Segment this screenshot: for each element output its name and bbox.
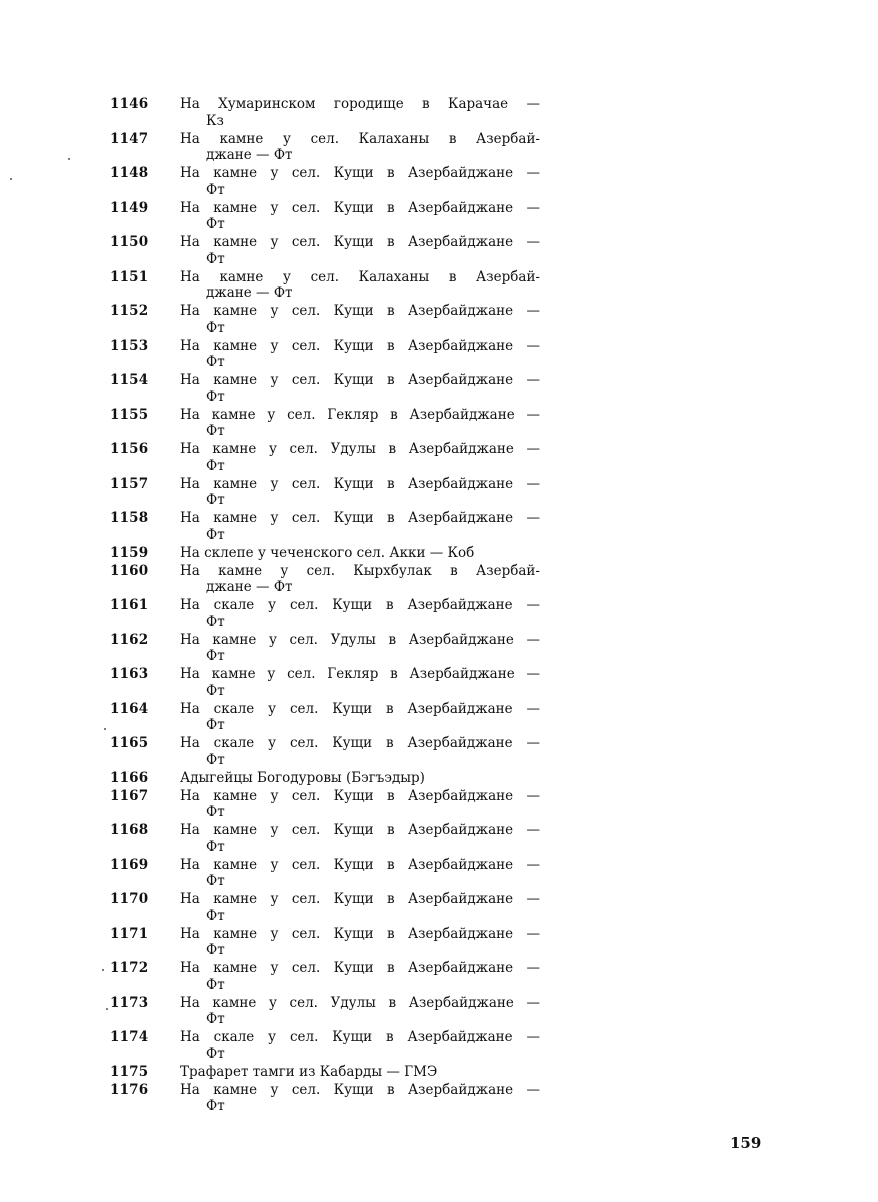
entry-number: 1157 (110, 475, 149, 492)
catalog-entry (110, 666, 540, 699)
catalog-entry (110, 701, 540, 734)
entry-line-1: На скале у сел. Кущи в Азербайджане — (180, 700, 540, 717)
entry-number: 1165 (110, 735, 149, 751)
entry-line-1: На камне у сел. Кущи в Азербайджане — (180, 372, 540, 388)
entry-number: 1163 (110, 666, 149, 682)
entry-line-2: Фт (206, 942, 225, 958)
entry-number: 1166 (110, 769, 149, 786)
scan-speck (68, 158, 70, 160)
entry-description (180, 770, 540, 787)
catalog-entry (110, 822, 540, 855)
entry-description (180, 1029, 540, 1062)
entry-number: 1158 (110, 510, 149, 526)
entry-number: 1169 (110, 856, 149, 873)
entry-line-1: На камне у сел. Удулы в Азербайджане — (180, 441, 540, 457)
entry-description (180, 269, 540, 302)
entry-number: 1171 (110, 925, 149, 942)
entry-description (180, 510, 540, 543)
entry-description (180, 891, 540, 924)
entry-description (180, 407, 540, 440)
entry-description (180, 441, 540, 474)
entry-line-2: Фт (206, 354, 225, 370)
entry-description (180, 372, 540, 405)
entry-line-1: На камне у сел. Кущи в Азербайджане — (180, 960, 540, 976)
entry-number: 1152 (110, 303, 149, 319)
catalog-entry (110, 269, 540, 302)
entry-line-2: Фт (206, 751, 225, 768)
entry-number: 1149 (110, 199, 149, 216)
entry-description (180, 563, 540, 596)
entry-description (180, 96, 540, 129)
scan-speck (106, 1008, 108, 1010)
entry-number: 1173 (110, 994, 149, 1011)
entry-number: 1161 (110, 597, 149, 613)
entry-description (180, 701, 540, 734)
entry-number: 1153 (110, 337, 149, 354)
scan-speck (104, 728, 106, 730)
entry-line-2: Фт (206, 717, 225, 733)
entry-line-2: Фт (206, 216, 225, 232)
entry-number: 1148 (110, 165, 149, 181)
entry-description (180, 165, 540, 198)
entry-description (180, 666, 540, 699)
entry-description (180, 131, 540, 164)
entry-line-1: На камне у сел. Кущи в Азербайджане — (180, 234, 540, 250)
entry-description (180, 960, 540, 993)
scan-speck (102, 969, 104, 971)
catalog-entry (110, 788, 540, 821)
entry-line-2: Фт (206, 250, 225, 267)
catalog-entry (110, 372, 540, 405)
catalog-entry (110, 338, 540, 371)
entry-line-1: На камне у сел. Кущи в Азербайджане — (180, 891, 540, 907)
catalog-entry (110, 1082, 540, 1115)
entry-description (180, 926, 540, 959)
catalog-entry (110, 165, 540, 198)
entry-number: 1150 (110, 234, 149, 250)
entry-line-1: На Хумаринском городище в Карачае — (180, 96, 540, 112)
entry-number: 1170 (110, 891, 149, 907)
catalog-entry (110, 995, 540, 1028)
entry-line-2: Фт (206, 423, 225, 439)
entry-line-2: джане — Фт (206, 285, 293, 301)
entry-description (180, 1082, 540, 1115)
entry-line-1: На камне у сел. Кущи в Азербайджане — (180, 303, 540, 319)
entry-number: 1156 (110, 441, 149, 457)
catalog-entry (110, 407, 540, 440)
catalog-entry (110, 597, 540, 630)
entry-line-1: На камне у сел. Кущи в Азербайджане — (180, 199, 540, 216)
scan-speck (10, 178, 12, 180)
entry-line-1: На камне у сел. Калаханы в Азербай- (180, 268, 540, 285)
entry-line-1: На скале у сел. Кущи в Азербайджане — (180, 597, 540, 613)
entry-number: 1159 (110, 544, 149, 561)
entry-description (180, 234, 540, 267)
entry-line-1: На скале у сел. Кущи в Азербайджане — (180, 1029, 540, 1045)
entry-number: 1151 (110, 268, 149, 285)
entry-description (180, 995, 540, 1028)
catalog-entry (110, 891, 540, 924)
catalog-entry (110, 510, 540, 543)
catalog-entry (110, 1064, 540, 1081)
entry-line-1: Адыгейцы Богодуровы (Бэгъэдыр) (180, 769, 425, 786)
entry-line-2: Фт (206, 613, 225, 630)
entry-line-1: На камне у сел. Кущи в Азербайджане — (180, 337, 540, 354)
entry-number: 1146 (110, 96, 149, 112)
entry-number: 1167 (110, 787, 149, 804)
catalog-entry (110, 926, 540, 959)
entry-number: 1174 (110, 1029, 149, 1045)
entry-line-1: На камне у сел. Кущи в Азербайджане — (180, 165, 540, 181)
page-number: 159 (730, 1134, 762, 1152)
entry-line-1: На камне у сел. Кущи в Азербайджане — (180, 475, 540, 492)
entry-line-2: Фт (206, 976, 225, 993)
entry-line-1: На камне у сел. Кырхбулак в Азербай- (180, 562, 540, 579)
entry-line-2: Фт (206, 1011, 225, 1027)
entry-number: 1160 (110, 562, 149, 579)
catalog-entry (110, 770, 540, 787)
entry-line-2: Фт (206, 838, 225, 855)
entry-line-2: Фт (206, 319, 225, 336)
entry-line-1: На камне у сел. Кущи в Азербайджане — (180, 925, 540, 942)
entry-description (180, 200, 540, 233)
entry-number: 1162 (110, 631, 149, 648)
entry-line-2: Фт (206, 388, 225, 405)
entry-line-2: джане — Фт (206, 579, 293, 595)
entry-line-1: На камне у сел. Кущи в Азербайджане — (180, 787, 540, 804)
catalog-entry (110, 476, 540, 509)
entry-line-2: Фт (206, 492, 225, 508)
entry-description (180, 545, 540, 562)
catalog-entry (110, 857, 540, 890)
entry-line-2: Фт (206, 804, 225, 820)
entry-line-2: Фт (206, 682, 225, 699)
entry-line-1: На камне у сел. Кущи в Азербайджане — (180, 510, 540, 526)
entry-number: 1154 (110, 372, 149, 388)
entry-line-1: На камне у сел. Удулы в Азербайджане — (180, 994, 540, 1011)
entry-description (180, 788, 540, 821)
entry-number: 1168 (110, 822, 149, 838)
entry-line-1: На камне у сел. Кущи в Азербайджане — (180, 1081, 540, 1098)
entry-line-2: Фт (206, 526, 225, 543)
entry-line-2: Фт (206, 907, 225, 924)
entry-number: 1175 (110, 1063, 149, 1080)
entry-description (180, 303, 540, 336)
entry-description (180, 857, 540, 890)
entry-line-2: Фт (206, 181, 225, 198)
entry-line-1: На камне у сел. Калаханы в Азербай- (180, 130, 540, 147)
entry-number: 1172 (110, 960, 149, 976)
entry-line-1: На камне у сел. Гекляр в Азербайджане — (180, 666, 540, 682)
catalog-entry (110, 441, 540, 474)
catalog-entry (110, 735, 540, 768)
entry-line-1: Трафарет тамги из Кабарды — ГМЭ (180, 1063, 438, 1080)
entry-line-2: Фт (206, 648, 225, 664)
entry-description (180, 338, 540, 371)
catalog-entry (110, 1029, 540, 1062)
entry-description (180, 735, 540, 768)
entry-description (180, 1064, 540, 1081)
entry-number: 1147 (110, 130, 149, 147)
entry-line-2: Фт (206, 1045, 225, 1062)
catalog-entry (110, 632, 540, 665)
catalog-entry (110, 303, 540, 336)
entry-number: 1164 (110, 700, 149, 717)
catalog-entry (110, 234, 540, 267)
entry-description (180, 822, 540, 855)
entry-line-1: На камне у сел. Кущи в Азербайджане — (180, 822, 540, 838)
entry-number: 1176 (110, 1081, 149, 1098)
catalog-entry (110, 960, 540, 993)
entry-description (180, 632, 540, 665)
entry-line-2: Фт (206, 873, 225, 889)
entry-line-1: На камне у сел. Гекляр в Азербайджане — (180, 406, 540, 423)
catalog-entry (110, 563, 540, 596)
catalog-entry (110, 545, 540, 562)
entry-line-2: Фт (206, 457, 225, 474)
entry-line-2: Фт (206, 1098, 225, 1114)
catalog-entry (110, 96, 540, 129)
entry-line-1: На камне у сел. Кущи в Азербайджане — (180, 856, 540, 873)
entry-line-1: На склепе у чеченского сел. Акки — Коб (180, 544, 475, 561)
entry-list (110, 96, 540, 1116)
entry-line-1: На камне у сел. Удулы в Азербайджане — (180, 631, 540, 648)
entry-description (180, 476, 540, 509)
entry-line-1: На скале у сел. Кущи в Азербайджане — (180, 735, 540, 751)
catalog-entry (110, 200, 540, 233)
entry-description (180, 597, 540, 630)
catalog-entry (110, 131, 540, 164)
entry-number: 1155 (110, 406, 149, 423)
entry-line-2: Кз (206, 112, 224, 129)
entry-line-2: джане — Фт (206, 147, 293, 163)
